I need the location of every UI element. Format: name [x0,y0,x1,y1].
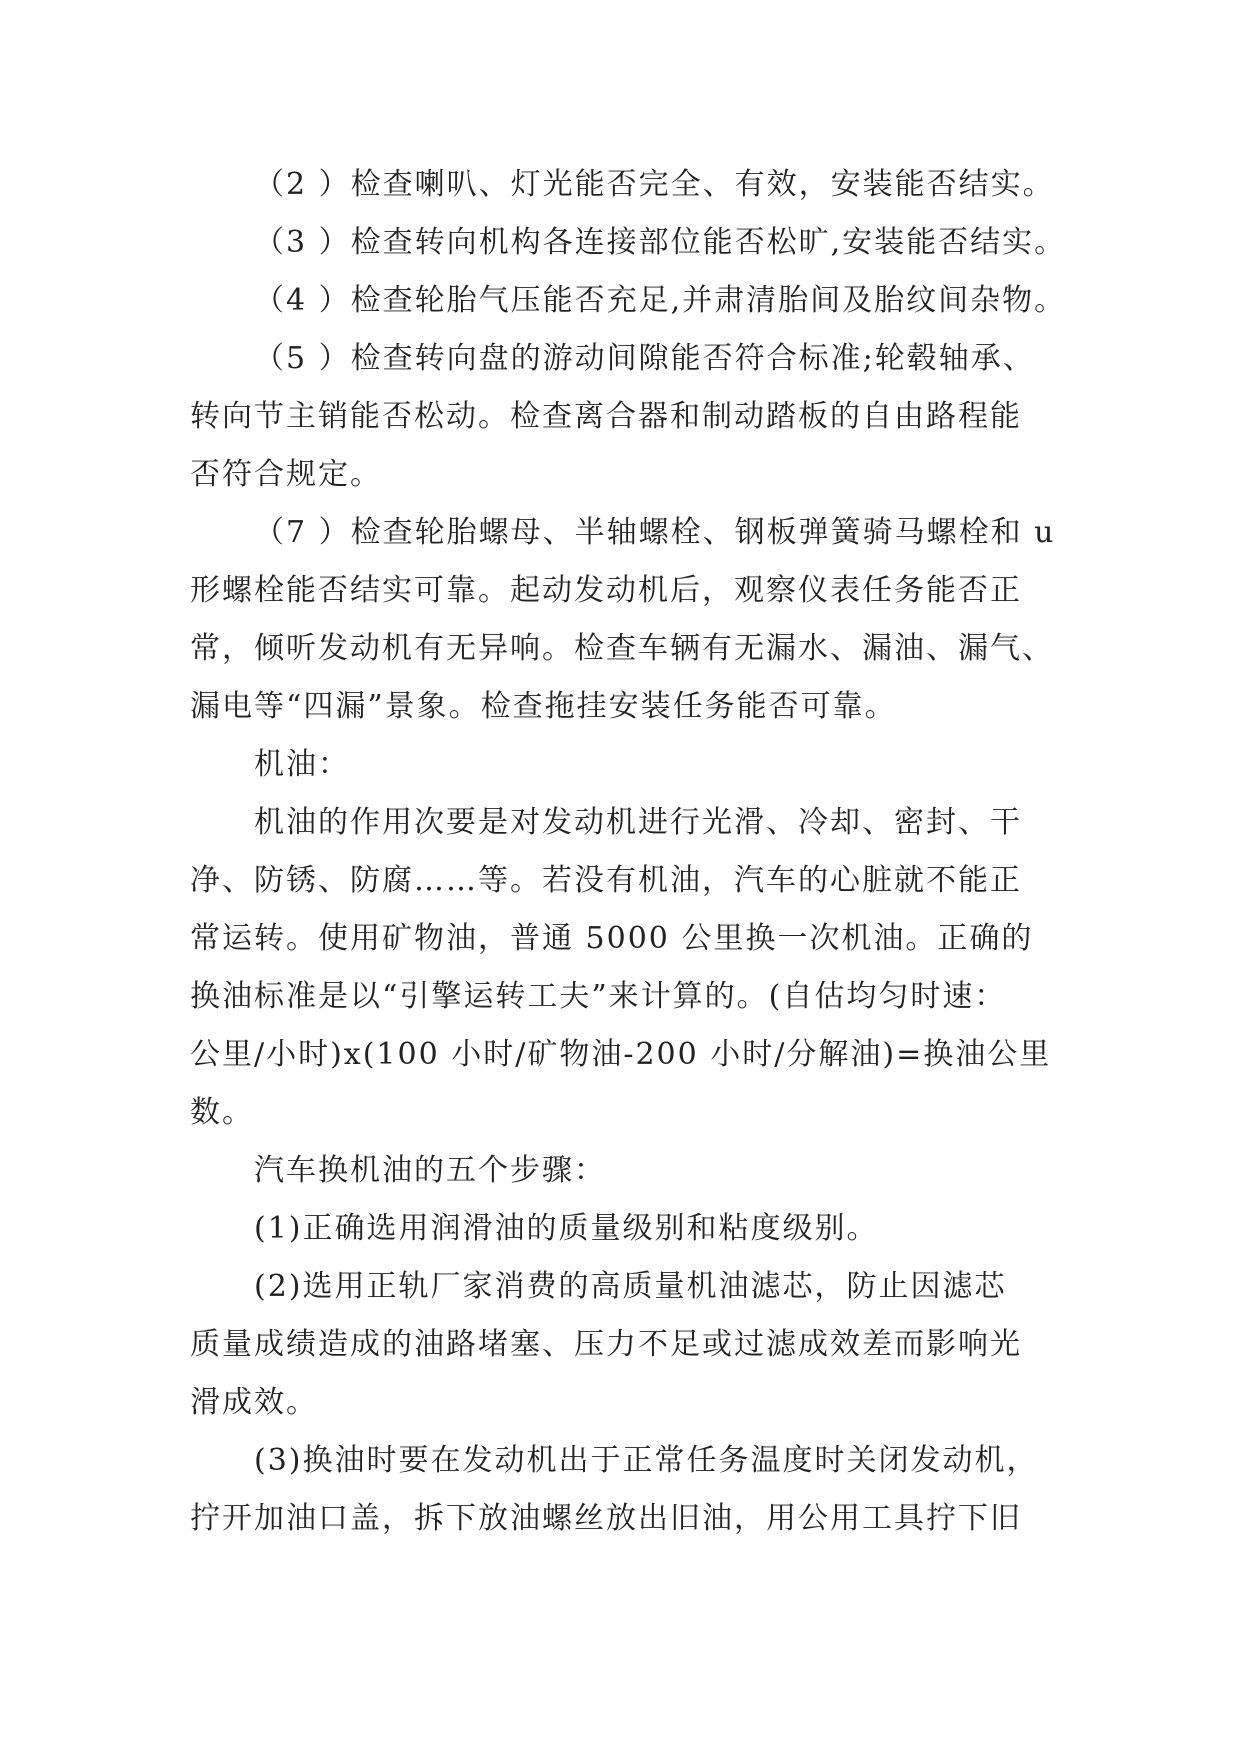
text-line: 常，倾听发动机有无异响。检查车辆有无漏水、漏油、漏气、 [190,631,1054,666]
text-line: 机油的作用次要是对发动机进行光滑、冷却、密封、干 [254,805,1022,840]
text-line: 换油标准是以“引擎运转工夫”来计算的。(自估均匀时速： [190,979,1007,1014]
text-line: (3)换油时要在发动机出于正常任务温度时关闭发动机， [254,1443,1039,1478]
text-line: （3 ）检查转向机构各连接部位能否松旷,安装能否结实。 [254,225,1067,260]
text-line: 数。 [190,1095,254,1130]
text-line: 公里/小时)x(100 小时/矿物油-200 小时/分解油)=换油公里 [190,1037,1052,1072]
text-line: 漏电等“四漏”景象。检查拖挂安装任务能否可靠。 [190,689,897,724]
section-heading: 机油： [254,747,350,782]
text-line: 拧开加油口盖，拆下放油螺丝放出旧油，用公用工具拧下旧 [190,1501,1022,1536]
section-heading: 汽车换机油的五个步骤： [254,1153,606,1188]
text-line: （7 ）检查轮胎螺母、半轴螺栓、钢板弹簧骑马螺栓和 u [254,515,1056,550]
text-line: （5 ）检查转向盘的游动间隙能否符合标准;轮毂轴承、 [254,341,1035,376]
document-body [190,156,1080,1548]
text-line: 转向节主销能否松动。检查离合器和制动踏板的自由路程能 [190,399,1022,434]
text-line: (1)正确选用润滑油的质量级别和粘度级别。 [254,1211,879,1246]
text-line: 形螺栓能否结实可靠。起动发动机后，观察仪表任务能否正 [190,573,1022,608]
text-line: 常运转。使用矿物油，普通 5000 公里换一次机油。正确的 [190,921,1034,956]
text-line: 净、防锈、防腐……等。若没有机油，汽车的心脏就不能正 [190,863,1022,898]
text-line: （4 ）检查轮胎气压能否充足,并肃清胎间及胎纹间杂物。 [254,283,1067,318]
text-line: 滑成效。 [190,1385,318,1420]
text-line: 质量成绩造成的油路堵塞、压力不足或过滤成效差而影响光 [190,1327,1022,1362]
text-line: (2)选用正轨厂家消费的高质量机油滤芯，防止因滤芯 [254,1269,1007,1304]
text-line: （2 ）检查喇叭、灯光能否完全、有效，安装能否结实。 [254,167,1055,202]
text-line: 否符合规定。 [190,457,382,492]
